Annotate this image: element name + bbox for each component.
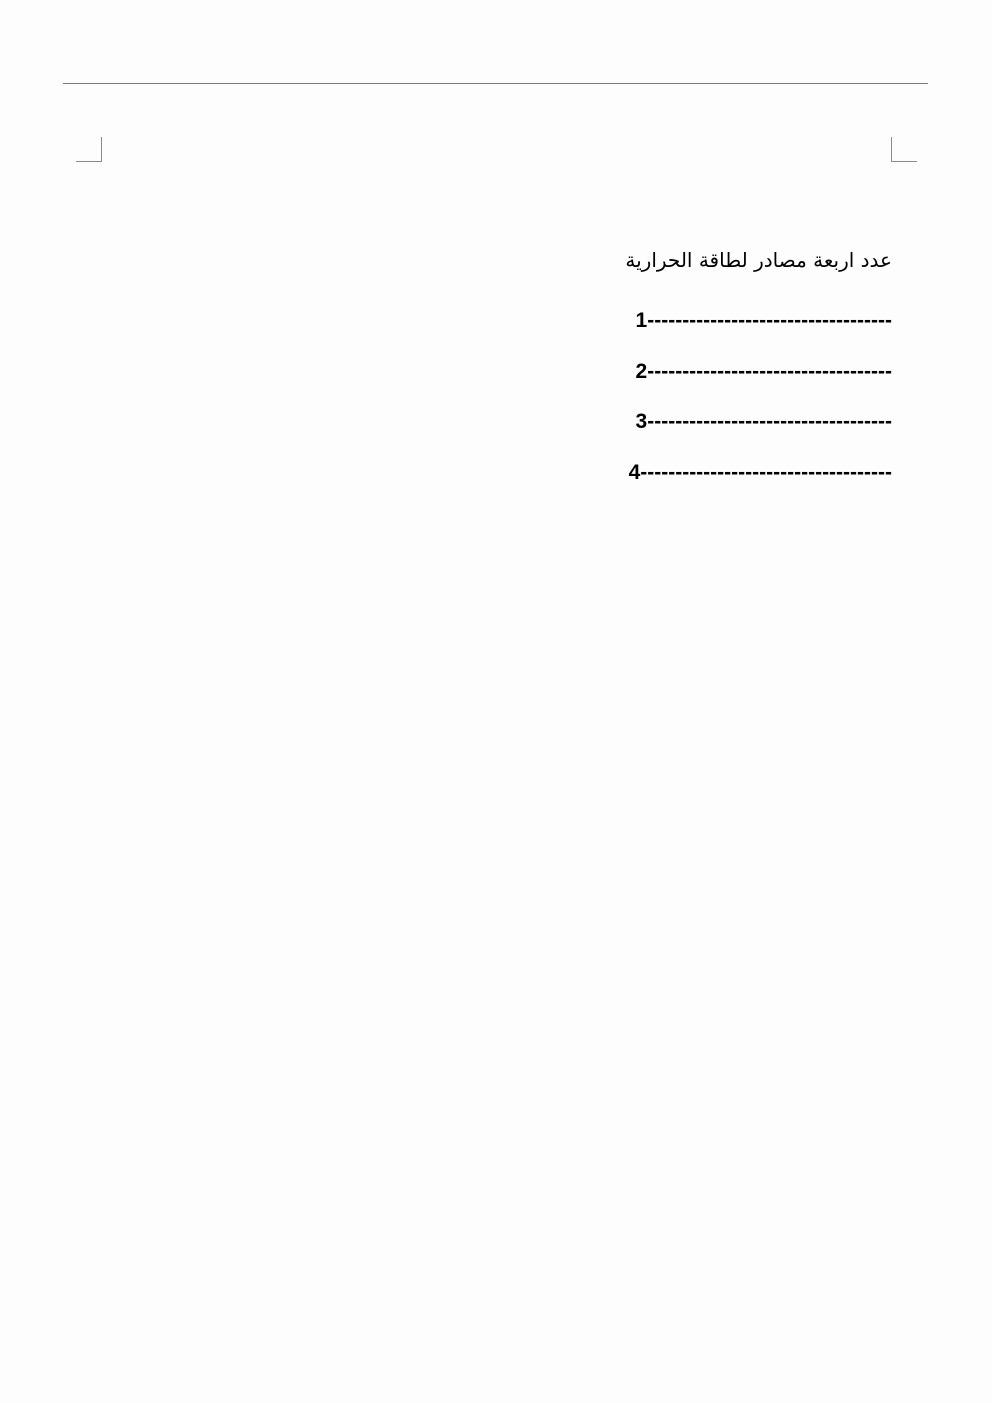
- question-text: عدد اربعة مصادر لطاقة الحرارية: [625, 248, 892, 272]
- margin-corner-mark-right: [891, 137, 917, 162]
- header-rule: [63, 83, 928, 84]
- answer-lines: [432, 296, 892, 498]
- margin-corner-mark-left: [76, 137, 102, 162]
- answer-line-3[interactable]: 3-----------------------------------: [635, 410, 892, 434]
- answer-line-4[interactable]: 4------------------------------------: [628, 460, 892, 484]
- answer-line-2[interactable]: 2-----------------------------------: [635, 359, 892, 383]
- answer-line-1[interactable]: 1-----------------------------------: [635, 309, 892, 333]
